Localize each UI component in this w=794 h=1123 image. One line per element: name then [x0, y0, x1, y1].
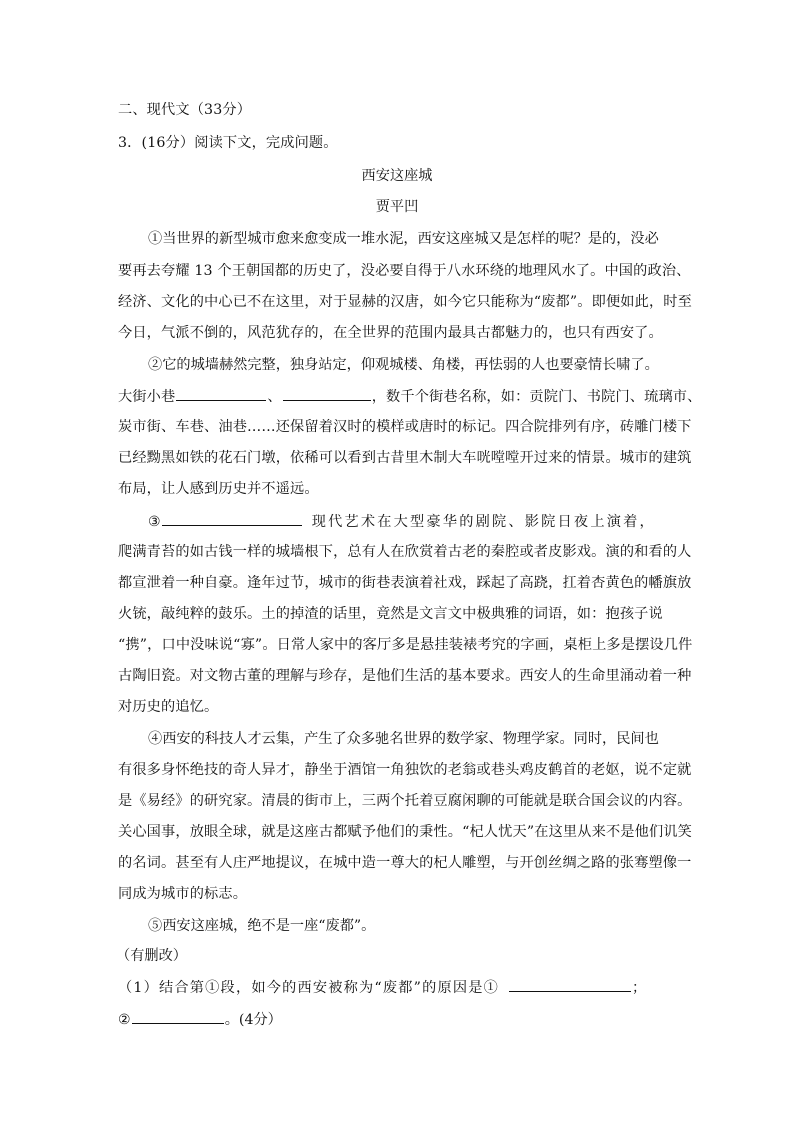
- answer-blank-q1-2[interactable]: [132, 1009, 224, 1024]
- p3-line-3: 都宣泄着一种自豪。逢年过节，城市的街巷表演着社戏，踩起了高跷，扛着杏黄色的幡旗放: [118, 575, 692, 591]
- answer-blank-2[interactable]: [283, 386, 371, 401]
- p2-line-4: 已经黝黑如铁的花石门墩，依稀可以看到古昔里木制大车咣嘡嘡开过来的情景。城市的建筑: [118, 450, 692, 466]
- p3-line-1: [148, 511, 656, 532]
- p2-line-1: ②它的城墙赫然完整，独身站定，仰观城楼、角楼，再怯弱的人也要豪情长啸了。: [148, 357, 659, 373]
- article-title: 西安这座城: [361, 168, 433, 184]
- p3-text: 现代艺术在大型豪华的剧院、影院日夜上演着，: [311, 514, 656, 530]
- question-1-end: ；: [632, 980, 647, 996]
- p3-line-2: 爬满青苔的如古钱一样的城墙根下，总有人在欣赏着古老的秦腔或者皮影戏。演的和看的人: [118, 544, 692, 560]
- question-1-text: （1）结合第①段，如今的西安被称为“废都”的原因是①: [118, 980, 500, 996]
- p2-line-3: 炭市街、车巷、油巷……还保留着汉时的模样或唐时的标记。四合院排列有序，砖雕门楼下: [118, 419, 692, 435]
- p2-sep: 、: [267, 389, 282, 405]
- p1-line-1: ①当世界的新型城市愈来愈变成一堆水泥，西安这座城又是怎样的呢？是的，没必: [148, 231, 659, 247]
- p3-marker: ③: [148, 514, 161, 530]
- p4-line-6: 同成为城市的标志。: [118, 886, 248, 902]
- answer-blank-q1-1[interactable]: [509, 977, 631, 992]
- question-1-line-2: [118, 1009, 282, 1030]
- p4-line-1: ④西安的科技人才云集，产生了众多驰名世界的数学家、物理学家。同时，民间也: [148, 731, 659, 747]
- p4-line-2: 有很多身怀绝技的奇人异才，静坐于酒馆一角独饮的老翁或巷头鸡皮鹤首的老妪，说不定就: [118, 762, 692, 778]
- p1-line-3: 经济、文化的中心已不在这里，对于显赫的汉唐，如今它只能称为“废都”。即便如此，时至: [118, 294, 692, 310]
- p4-line-5: 的名词。甚至有人庄严地提议，在城中造一尊大的杞人雕塑，与开创丝绸之路的张骞塑像一: [118, 855, 692, 871]
- question-1-marker-2: ②: [118, 1012, 131, 1028]
- p2-text-b: ，数千个街巷名称，如：贡院门、书院门、琉璃市、: [371, 389, 702, 405]
- p3-line-5: “携”，口中没味说“寡”。日常人家中的客厅多是悬挂装裱考究的字画，桌柜上多是摆设几件: [118, 637, 693, 653]
- question-1-score: 。(4分）: [224, 1012, 282, 1028]
- section-heading: 二、现代文（33分）: [118, 102, 252, 118]
- p2-line-2: [118, 386, 702, 407]
- p2-text-a: 大街小巷: [118, 389, 176, 405]
- question-intro: 3．(16分）阅读下文，完成问题。: [118, 135, 338, 151]
- answer-blank-1[interactable]: [176, 386, 266, 401]
- p5-line: ⑤西安这座城，绝不是一座“废都”。: [148, 918, 376, 934]
- p2-line-5: 布局，让人感到历史并不遥远。: [118, 481, 319, 497]
- p1-line-2: 要再去夸耀 13 个王朝国都的历史了，没必要自得于八水环绕的地理风水了。中国的政治、: [118, 263, 691, 279]
- article-author: 贾平凹: [375, 199, 419, 215]
- edit-note: （有删改）: [116, 948, 187, 964]
- p1-line-4: 今日，气派不倒的，风范犹存的，在全世界的范围内最具古都魅力的，也只有西安了。: [118, 325, 663, 341]
- p4-line-3: 是《易经》的研究家。清晨的街市上，三两个托着豆腐闲聊的可能就是联合国会议的内容。: [118, 793, 692, 809]
- answer-blank-3[interactable]: [162, 511, 302, 526]
- p3-line-4: 火铳，敲纯粹的鼓乐。土的掉渣的话里，竟然是文言文中极典雅的词语，如：抱孩子说: [118, 606, 663, 622]
- question-1-line-1: [118, 977, 678, 998]
- p3-line-6: 古陶旧瓷。对文物古董的理解与珍存，是他们生活的基本要求。西安人的生命里涌动着一种: [118, 668, 692, 684]
- p4-line-4: 关心国事，放眼全球，就是这座古都赋予他们的秉性。“杞人忧天”在这里从来不是他们讥笑: [118, 824, 692, 840]
- p3-line-7: 对历史的追忆。: [118, 699, 219, 715]
